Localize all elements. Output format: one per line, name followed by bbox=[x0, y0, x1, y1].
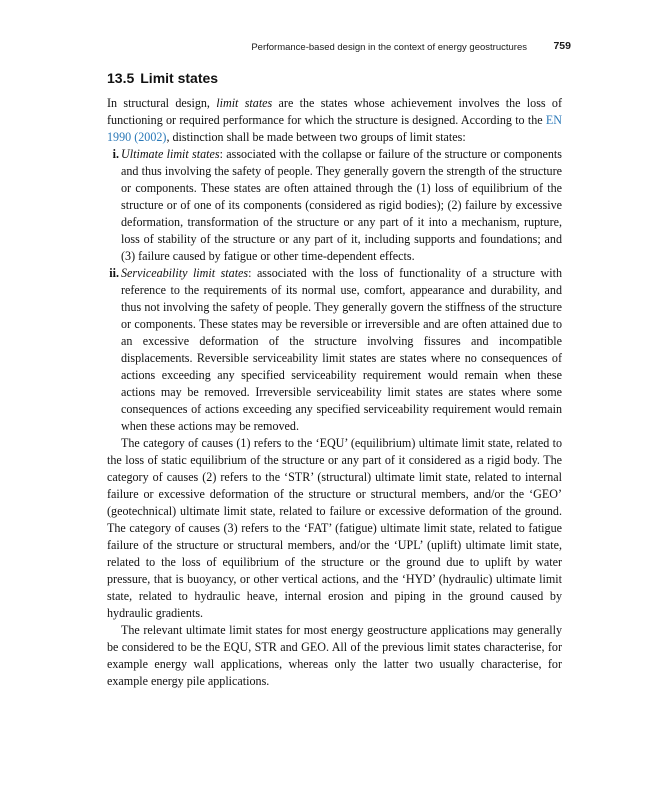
intro-term: limit states bbox=[216, 96, 273, 110]
list-text: : associated with the loss of functionality of a structure with reference to the requirements of its normal use, comfort, appearance and durability, and thus not involving the safety of people. They generally govern the stiffness of the structure or components. These states may be reversible or irreversible and are often attained due to an excessive deformation of the structure involving fissures and incompatible displacements. Reversible serviceability limit states are states where no consequences of actions exceeding any specified serviceability requirement would remain when these actions may be removed. Irreversible serviceability limit states are states where some consequences of actions exceeding any specified serviceability requirement would remain when these actions may be removed. bbox=[121, 266, 562, 433]
limit-states-list bbox=[107, 146, 562, 435]
running-title: Performance-based design in the context of energy geostructures bbox=[251, 42, 527, 53]
paragraph-causes: The category of causes (1) refers to the ‘EQU’ (equilibrium) ultimate limit state, related to the loss of static equilibrium of the structure or any part of it considered as a rigid body. The category of causes (2) refers to the ‘STR’ (structural) ultimate limit state, related to internal failure or excessive deformation of the structure or structural members, and/or the ‘GEO’ (geotechnical) ultimate limit state, related to failure or excessive deformation of the ground. The category of causes (3) refers to the ‘FAT’ (fatigue) ultimate limit state, related to fatigue failure of the structure or structural members, and/or the ‘UPL’ (uplift) ultimate limit state, related to the loss of equilibrium of the structure or the ground due to uplift by water pressure, that is buoyancy, or other vertical actions, and the ‘HYD’ (hydraulic) ultimate limit state, related to hydraulic heave, internal erosion and piping in the ground caused by hydraulic gradients. bbox=[107, 436, 562, 620]
list-item-serviceability bbox=[107, 265, 562, 435]
list-term: Ultimate limit states bbox=[121, 147, 220, 161]
intro-text-part: are the states whose achievement involves the loss of functioning or required performance for which the structure is designed. According to the bbox=[107, 96, 562, 127]
citation-link-en1990[interactable]: EN 1990 (2002) bbox=[107, 113, 562, 144]
list-item-ultimate bbox=[107, 146, 562, 265]
list-marker: i. bbox=[112, 147, 119, 161]
intro-text-part: In structural design, bbox=[107, 96, 217, 110]
section-heading bbox=[107, 70, 218, 86]
intro-paragraph bbox=[107, 95, 562, 146]
body-text bbox=[107, 95, 562, 690]
page-number: 759 bbox=[553, 40, 571, 52]
section-number: 13.5 bbox=[107, 70, 135, 86]
intro-text-part: , distinction shall be made between two groups of limit states: bbox=[166, 130, 466, 144]
list-marker: ii. bbox=[109, 266, 119, 280]
list-term: Serviceability limit states bbox=[121, 266, 249, 280]
running-header bbox=[107, 40, 571, 56]
paragraph-relevant-states: The relevant ultimate limit states for most energy geostructure applications may generally be considered to be the EQU, STR and GEO. All of the previous limit states characterise, for example energy wall applications, whereas only the latter two usually characterise, for example energy pile applications. bbox=[107, 623, 562, 688]
section-title: Limit states bbox=[140, 70, 219, 86]
list-text: : associated with the collapse or failure of the structure or components and thus involving the safety of people. They generally govern the strength of the structure or components. These states are often attained through the (1) loss of equilibrium of the structure or of one of its components (considered as rigid bodies); (2) failure by excessive deformation, transformation of the structure or any part of it into a mechanism, rupture, loss of stability of the structure or any part of it, including supports and foundations; and (3) failure caused by fatigue or other time-dependent effects. bbox=[121, 147, 563, 263]
